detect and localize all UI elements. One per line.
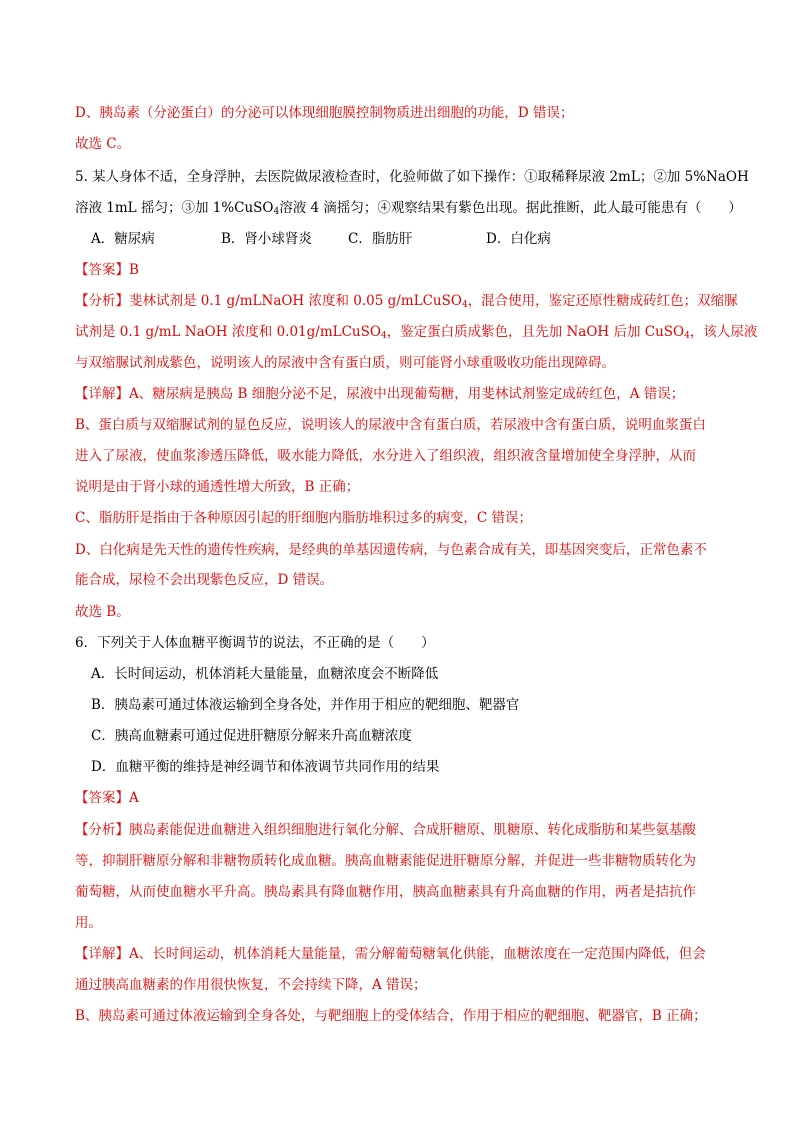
q5-analysis-line3: 与双缩脲试剂成紫色，说明该人的尿液中含有蛋白质，则可能肾小球重吸收功能出现障碍。 — [75, 355, 615, 371]
q5-detail-line2: B、蛋白质与双缩脲试剂的显色反应，说明该人的尿液中含有蛋白质，若尿液中含有蛋白质，说明血浆蛋白 — [75, 417, 706, 433]
q6-option-b: B．胰岛素可通过体液运输到全身各处，并作用于相应的靶细胞、靶器官 — [91, 697, 520, 713]
q5-option-c: C．脂肪肝 — [348, 231, 413, 247]
q5-detail-line3: 进入了尿液，使血浆渗透压降低，吸水能力降低，水分进入了组织液，组织液含量增加使全身浮肿，从而 — [75, 448, 696, 464]
q5-stem-line2: 溶液 1mL 摇匀；③加 1%CuSO$_4$溶液 4 滴摇匀；④观察结果有紫色出现。据此推断，此人最可能患有（ ） — [75, 200, 742, 217]
q5-detail-line6: D、白化病是先天性的遗传性疾病，是经典的单基因遗传病，与色素合成有关，即基因突变后，正常色素不 — [75, 542, 707, 558]
q5-options — [91, 230, 711, 248]
q5-analysis-line1: 【分析】斐林试剂是 0.1 g/mLNaOH 浓度和 0.05 g/mLCuSO$_4$，混合使用，鉴定还原性糖成砖红色；双缩脲 — [75, 293, 738, 310]
q5-option-d: D．白化病 — [486, 231, 551, 247]
q6-option-d: D．血糖平衡的维持是神经调节和体液调节共同作用的结果 — [91, 759, 440, 775]
prev-conclusion: 故选 C。 — [75, 136, 131, 152]
q6-detail-line2: 通过胰高血糖素的作用很快恢复，不会持续下降，A 错误； — [75, 977, 427, 993]
q5-answer: 【答案】B — [75, 262, 139, 278]
q6-option-a: A．长时间运动，机体消耗大量能量，血糖浓度会不断降低 — [91, 666, 439, 682]
q6-answer: 【答案】A — [75, 790, 139, 806]
q5-detail-line5: C、脂肪肝是指由于各种原因引起的肝细胞内脂肪堆积过多的病变，C 错误； — [75, 510, 532, 526]
q5-analysis-line2: 试剂是 0.1 g/mL NaOH 浓度和 0.01g/mLCuSO$_4$，鉴定蛋白质成紫色，且先加 NaOH 后加 CuSO$_4$，该人尿液 — [75, 324, 758, 341]
q5-stem-line1: 5. 某人身体不适，全身浮肿，去医院做尿液检查时，化验师做了如下操作：①取稀释尿液 2mL；②加 5%NaOH — [75, 169, 749, 185]
q6-analysis-line2: 等，抑制肝糖原分解和非糖物质转化成血糖。胰高血糖素能促进肝糖原分解，并促进一些非糖物质转化为 — [75, 853, 696, 869]
q5-detail-line4: 说明是由于肾小球的通透性增大所致，B 正确； — [75, 479, 360, 495]
q5-conclusion: 故选 B。 — [75, 604, 130, 620]
q6-detail-line1: 【详解】A、长时间运动，机体消耗大量能量，需分解葡萄糖氧化供能，血糖浓度在一定范围内降低，但会 — [75, 946, 706, 962]
q5-option-b: B．肾小球肾炎 — [221, 231, 312, 247]
q6-option-c: C．胰高血糖素可通过促进肝糖原分解来升高血糖浓度 — [91, 728, 412, 744]
prev-detail-line-d: D、胰岛素（分泌蛋白）的分泌可以体现细胞膜控制物质进出细胞的功能，D 错误； — [75, 105, 574, 121]
q6-analysis-line3: 葡萄糖，从而使血糖水平升高。胰岛素具有降血糖作用，胰高血糖素具有升高血糖的作用，两者是拮抗作 — [75, 884, 696, 900]
q6-analysis-line1: 【分析】胰岛素能促进血糖进入组织细胞进行氧化分解、合成肝糖原、肌糖原、转化成脂肪和某些氨基酸 — [75, 822, 696, 838]
q5-option-a: A．糖尿病 — [91, 231, 155, 247]
q6-detail-line3: B、胰岛素可通过体液运输到全身各处，与靶细胞上的受体结合，作用于相应的靶细胞、靶器官，B 正确； — [75, 1008, 707, 1024]
q5-detail-line7: 能合成，尿检不会出现紫色反应，D 错误。 — [75, 572, 334, 588]
q6-analysis-line4: 用。 — [75, 915, 102, 931]
q5-detail-line1: 【详解】A、糖尿病是胰岛 B 细胞分泌不足，尿液中出现葡萄糖，用斐林试剂鉴定成砖红色，A 错误； — [75, 386, 685, 402]
q6-stem: 6．下列关于人体血糖平衡调节的说法，不正确的是（ ） — [75, 635, 435, 651]
